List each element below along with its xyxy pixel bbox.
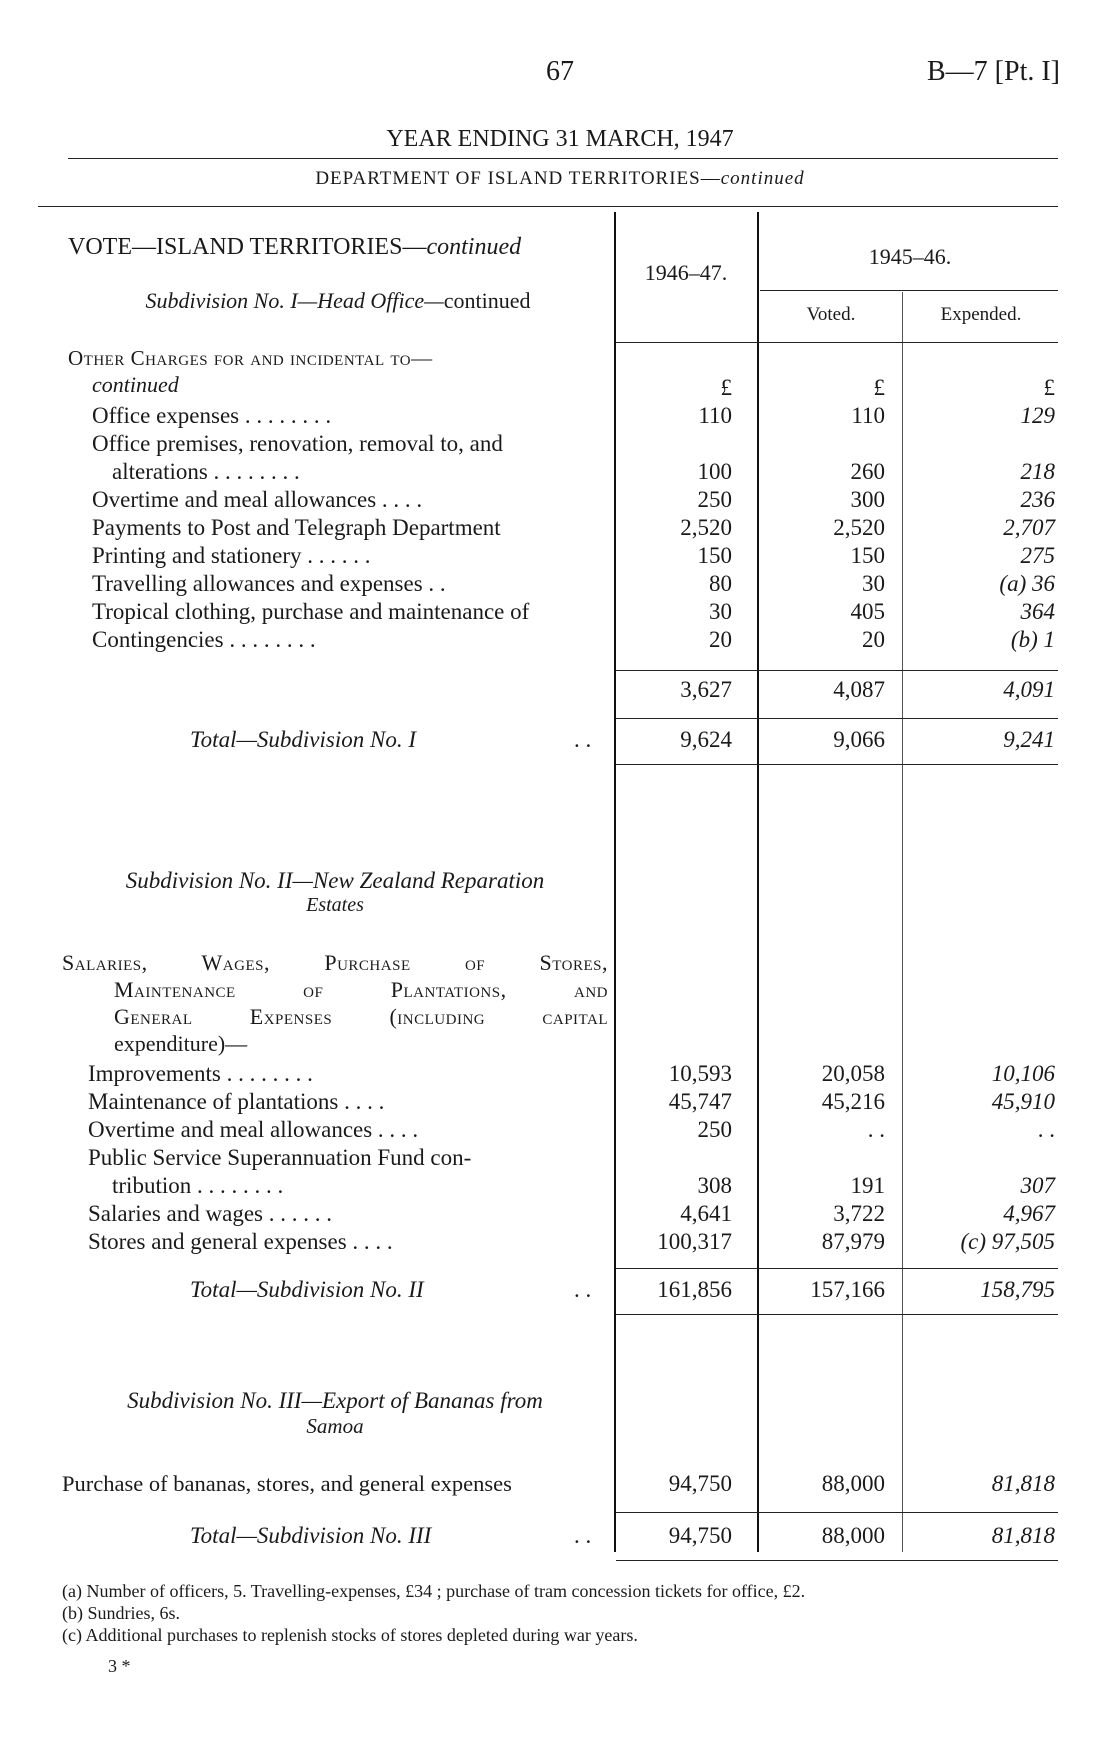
row-c3: 4,967: [1003, 1201, 1055, 1226]
table-row: [0, 1144, 1114, 1172]
page-signature: 3 *: [108, 1656, 131, 1676]
subtotal-c1: 3,627: [680, 677, 732, 702]
sub2-group-line3: General Expenses (including capital: [114, 1004, 608, 1029]
sub3-title-line1: Subdivision No. III—Export of Bananas from: [127, 1388, 543, 1413]
vote-text: VOTE—ISLAND TERRITORIES—: [68, 234, 427, 260]
row-c1: 250: [697, 487, 732, 512]
rule: [616, 1268, 1058, 1269]
row-c3: 10,106: [991, 1061, 1055, 1086]
row-c2: 87,979: [821, 1229, 885, 1254]
row-c2: . .: [867, 1117, 885, 1142]
sub2-group-line2: Maintenance of Plantations, and: [114, 977, 608, 1002]
footnote-c: (c) Additional purchases to replenish stocks of stores depleted during war years.: [62, 1625, 638, 1645]
sub2-group-line4: expenditure)—: [114, 1031, 248, 1056]
row-c1: 250: [697, 1117, 732, 1142]
sub2-group-line1: Salaries, Wages, Purchase of Stores,: [62, 950, 608, 975]
sub2-title-line2: Estates: [306, 894, 364, 916]
row-c1: 45,747: [668, 1089, 732, 1114]
row-c1: 100: [697, 459, 732, 484]
rule: [616, 1512, 1058, 1513]
row-c1: 20: [709, 627, 732, 652]
row-c1: 4,641: [680, 1201, 732, 1226]
row-c1: 110: [698, 403, 732, 428]
total-row: [0, 1522, 1114, 1550]
table-row: [0, 458, 1114, 486]
row-c3: 45,910: [991, 1089, 1055, 1114]
row-label: Office expenses . . . . . . . .: [92, 403, 332, 428]
row-c1: 100,317: [657, 1229, 732, 1254]
total-label: Total—Subdivision No. II: [190, 1277, 424, 1302]
table-row: [0, 598, 1114, 626]
table-row: [0, 430, 1114, 458]
table-row: [0, 1228, 1114, 1256]
row-label: Payments to Post and Telegraph Department: [92, 515, 501, 540]
row-c3: 275: [1020, 543, 1055, 568]
row-c3: 307: [1020, 1173, 1055, 1198]
rule: [38, 206, 1058, 207]
rule: [616, 1560, 1058, 1561]
total-row: [0, 1276, 1114, 1304]
col-header-1945-46: 1945–46.: [868, 244, 952, 269]
row-c3: 218: [1020, 459, 1055, 484]
row-c2: 3,722: [833, 1201, 885, 1226]
total-c1: 94,750: [668, 1523, 732, 1548]
row-label: Improvements . . . . . . . .: [88, 1061, 313, 1086]
total-c3: 9,241: [1003, 727, 1055, 752]
row-c3: (a) 36: [999, 571, 1055, 596]
row-label: tribution . . . . . . . .: [112, 1173, 284, 1198]
total-c1: 9,624: [680, 727, 732, 752]
row-c3: . .: [1037, 1117, 1055, 1142]
row-c2: 20: [862, 627, 885, 652]
row-label: Maintenance of plantations . . . .: [88, 1089, 385, 1114]
total-c2: 157,166: [810, 1277, 885, 1302]
row-c3: (b) 1: [1010, 627, 1055, 652]
sub1-title-cont: continued: [443, 288, 531, 313]
row-c2: 260: [850, 459, 885, 484]
page-number: 67: [546, 56, 574, 87]
table-row: [0, 1088, 1114, 1116]
table-row: [0, 626, 1114, 654]
row-c2: 110: [851, 403, 885, 428]
subtotal-c2: 4,087: [833, 677, 885, 702]
department-heading: [160, 168, 960, 190]
table-row: [0, 514, 1114, 542]
row-label: Salaries and wages . . . . . .: [88, 1201, 332, 1226]
row-c2: 88,000: [821, 1471, 885, 1496]
row-label: Stores and general expenses . . . .: [88, 1229, 393, 1254]
currency-c1: £: [720, 375, 732, 400]
row-c1: 150: [697, 543, 732, 568]
row-label: Overtime and meal allowances . . . .: [92, 487, 423, 512]
row-c3: 129: [1020, 403, 1055, 428]
vote-cont: continued: [426, 234, 522, 260]
department-cont: continued: [720, 168, 805, 189]
currency-c3: £: [1043, 375, 1055, 400]
rule: [616, 1314, 1058, 1315]
row-c1: 2,520: [680, 515, 732, 540]
rule: [616, 764, 1058, 765]
row-label: Purchase of bananas, stores, and general expenses: [62, 1471, 512, 1496]
currency-row: [0, 374, 1114, 402]
row-c2: 2,520: [833, 515, 885, 540]
row-c2: 191: [850, 1173, 885, 1198]
table-row: [0, 486, 1114, 514]
col-header-1946-47: 1946–47.: [644, 260, 728, 285]
department-text: DEPARTMENT OF ISLAND TERRITORIES—: [315, 168, 721, 189]
total-row: [0, 726, 1114, 754]
page-heading: YEAR ENDING 31 MARCH, 1947: [386, 126, 734, 152]
row-c1: 308: [697, 1173, 732, 1198]
total-c3: 81,818: [991, 1523, 1055, 1548]
row-label: Overtime and meal allowances . . . .: [88, 1117, 419, 1142]
rule: [68, 158, 1058, 159]
sub1-group-cont: continued: [92, 372, 179, 397]
row-c2: 405: [850, 599, 885, 624]
row-c3: (c) 97,505: [960, 1229, 1055, 1254]
footnote-b: (b) Sundries, 6s.: [62, 1603, 180, 1623]
row-c3: 236: [1020, 487, 1055, 512]
row-label: Contingencies . . . . . . . .: [92, 627, 316, 652]
row-c1: 80: [709, 571, 732, 596]
table-row: [0, 570, 1114, 598]
col-header-voted: Voted.: [806, 304, 856, 325]
row-label: Public Service Superannuation Fund con-: [88, 1145, 472, 1170]
row-c1: 94,750: [668, 1471, 732, 1496]
table-row: [0, 1200, 1114, 1228]
rule: [616, 670, 1058, 671]
vote-heading: [68, 234, 608, 261]
table-row: [0, 402, 1114, 430]
row-label: Tropical clothing, purchase and maintenance of: [92, 599, 530, 624]
sub2-title-line1: Subdivision No. II—New Zealand Reparation: [125, 868, 545, 893]
total-label: Total—Subdivision No. III: [190, 1523, 432, 1548]
total-dots: . .: [574, 1523, 592, 1548]
rule: [760, 290, 1058, 291]
sub3-title-line2: Samoa: [306, 1414, 364, 1438]
sub1-group-label: Other Charges for and incidental to—: [68, 346, 433, 370]
row-label: alterations . . . . . . . .: [112, 459, 300, 484]
row-c2: 30: [862, 571, 885, 596]
sub1-title: Subdivision No. I—Head Office—: [145, 288, 444, 313]
row-label: Printing and stationery . . . . . .: [92, 543, 371, 568]
total-c3: 158,795: [980, 1277, 1055, 1302]
table-row: [0, 1470, 1114, 1498]
row-label: Travelling allowances and expenses . .: [92, 571, 446, 596]
row-c3: 364: [1020, 599, 1055, 624]
row-label: Office premises, renovation, removal to, and: [92, 431, 503, 456]
total-dots: . .: [574, 727, 592, 752]
row-c2: 20,058: [821, 1061, 885, 1086]
total-c2: 9,066: [833, 727, 885, 752]
rule: [616, 718, 1058, 719]
col-header-expended: Expended.: [940, 304, 1022, 325]
row-c2: 150: [850, 543, 885, 568]
subtotal-row: [0, 676, 1114, 704]
row-c3: 2,707: [1003, 515, 1055, 540]
total-label: Total—Subdivision No. I: [190, 727, 416, 752]
row-c3: 81,818: [991, 1471, 1055, 1496]
currency-c2: £: [873, 375, 885, 400]
footnote-a: (a) Number of officers, 5. Travelling-expenses, £34 ; purchase of tram concession tickets for office, £2.: [62, 1581, 806, 1601]
table-row: [0, 1116, 1114, 1144]
total-c2: 88,000: [821, 1523, 885, 1548]
rule: [616, 342, 1058, 343]
table-row: [0, 1060, 1114, 1088]
row-c2: 45,216: [821, 1089, 885, 1114]
table-row: [0, 542, 1114, 570]
row-c2: 300: [850, 487, 885, 512]
total-dots: . .: [574, 1277, 592, 1302]
page-reference: B—7 [Pt. I]: [927, 56, 1060, 87]
table-row: [0, 1172, 1114, 1200]
total-c1: 161,856: [657, 1277, 732, 1302]
row-c1: 10,593: [668, 1061, 732, 1086]
subdivision-1-title: [68, 288, 608, 314]
subtotal-c3: 4,091: [1003, 677, 1055, 702]
row-c1: 30: [709, 599, 732, 624]
